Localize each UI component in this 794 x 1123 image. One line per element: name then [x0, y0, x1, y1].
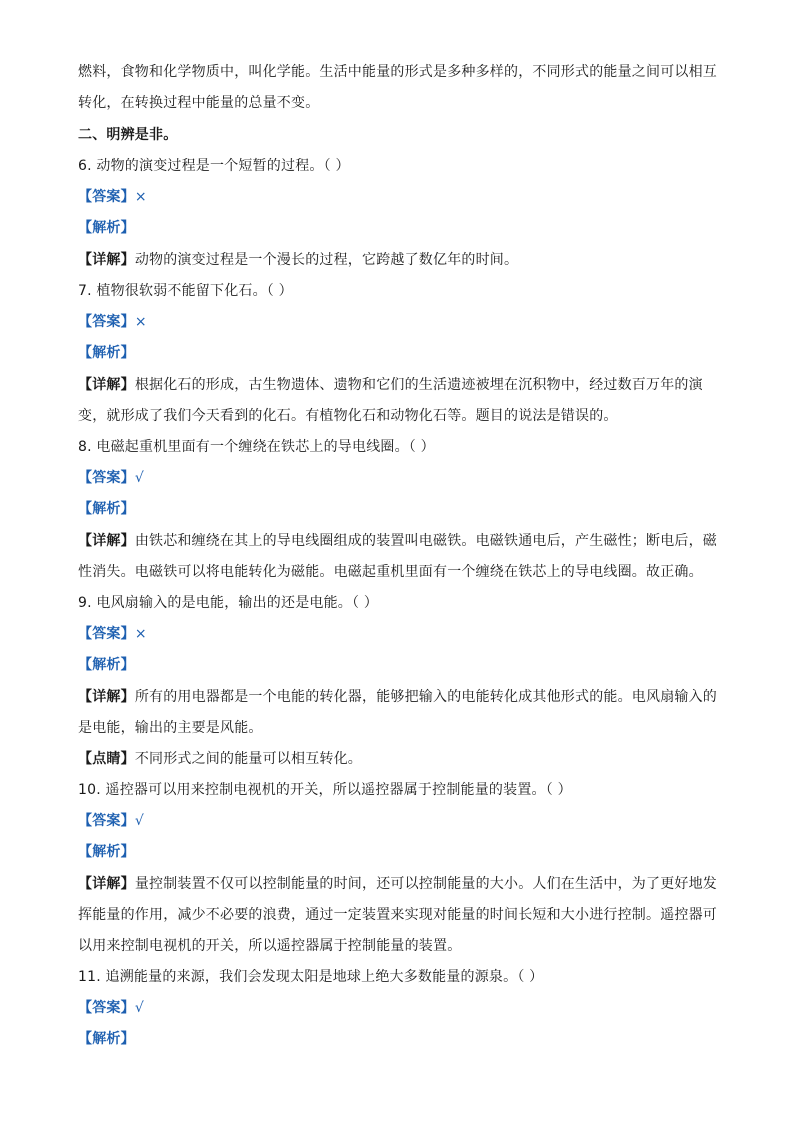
question-7: 7. 植物很软弱不能留下化石。（ ）	[78, 283, 293, 299]
analysis-label: 【解析】	[78, 345, 135, 361]
detail-8-cont: 性消失。电磁铁可以将电能转化为磁能。电磁起重机里面有一个缠绕在铁芯上的导电线圈。故正确。	[78, 564, 703, 580]
detail-label: 【详解】	[78, 533, 135, 549]
detail-text: 量控制装置不仅可以控制能量的时间，还可以控制能量的大小。人们在生活中，为了更好地发	[134, 876, 718, 892]
analysis-label: 【解析】	[78, 657, 135, 673]
detail-7-cont: 变，就形成了我们今天看到的化石。有植物化石和动物化石等。题目的说法是错误的。	[78, 408, 618, 424]
question-11: 11. 追溯能量的来源，我们会发现太阳是地球上绝大多数能量的源泉。（ ）	[78, 969, 544, 985]
section-heading: 二、明辨是非。	[78, 127, 178, 143]
answer-7	[78, 312, 718, 332]
detail-7	[78, 375, 718, 395]
detail-10-cont-2: 以用来控制电视机的开关，所以遥控器属于控制能量的装置。	[78, 938, 462, 954]
detail-label: 【详解】	[78, 876, 135, 892]
answer-mark: ×	[134, 189, 147, 205]
detail-label: 【详解】	[78, 252, 135, 268]
detail-9-cont: 是电能，输出的主要是风能。	[78, 720, 263, 736]
intro-line-2: 转化，在转换过程中能量的总量不变。	[78, 95, 320, 111]
detail-9	[78, 687, 718, 707]
detail-10	[78, 874, 718, 894]
analysis-label: 【解析】	[78, 844, 135, 860]
question-8: 8. 电磁起重机里面有一个缠绕在铁芯上的导电线圈。（ ）	[78, 439, 435, 455]
answer-10	[78, 811, 718, 831]
answer-8	[78, 468, 718, 488]
tip-label: 【点睛】	[78, 751, 135, 767]
answer-mark: √	[134, 470, 144, 486]
answer-mark: ×	[134, 314, 147, 330]
answer-6	[78, 187, 718, 207]
detail-text: 由铁芯和缠绕在其上的导电线圈组成的装置叫电磁铁。电磁铁通电后，产生磁性；断电后，磁	[134, 533, 718, 549]
detail-8	[78, 531, 718, 551]
answer-label: 【答案】	[78, 813, 135, 829]
detail-text: 所有的用电器都是一个电能的转化器，能够把输入的电能转化成其他形式的能。电风扇输入的	[134, 689, 718, 705]
answer-label: 【答案】	[78, 470, 135, 486]
analysis-label: 【解析】	[78, 1031, 135, 1047]
detail-text: 根据化石的形成，古生物遗体、遗物和它们的生活遗迹被埋在沉积物中，经过数百万年的演	[134, 377, 703, 393]
answer-label: 【答案】	[78, 626, 135, 642]
question-10: 10. 遥控器可以用来控制电视机的开关，所以遥控器属于控制能量的装置。（ ）	[78, 782, 572, 798]
question-6: 6. 动物的演变过程是一个短暂的过程。（ ）	[78, 158, 350, 174]
analysis-label: 【解析】	[78, 501, 135, 517]
answer-9	[78, 624, 718, 644]
analysis-label: 【解析】	[78, 220, 135, 236]
answer-11	[78, 998, 718, 1018]
answer-label: 【答案】	[78, 189, 135, 205]
detail-label: 【详解】	[78, 689, 135, 705]
answer-mark: ×	[134, 626, 147, 642]
detail-text: 动物的演变过程是一个漫长的过程，它跨越了数亿年的时间。	[134, 252, 519, 268]
detail-6	[78, 250, 718, 270]
tip-text: 不同形式之间的能量可以相互转化。	[134, 751, 363, 767]
intro-line-1: 燃料，食物和化学物质中，叫化学能。生活中能量的形式是多种多样的，不同形式的能量之间可以相互	[78, 64, 717, 80]
answer-mark: √	[134, 813, 144, 829]
question-9: 9. 电风扇输入的是电能，输出的还是电能。（ ）	[78, 595, 379, 611]
answer-mark: √	[134, 1000, 144, 1016]
tip-9	[78, 749, 718, 769]
detail-label: 【详解】	[78, 377, 135, 393]
detail-10-cont-1: 挥能量的作用，减少不必要的浪费，通过一定装置来实现对能量的时间长短和大小进行控制。遥控器可	[78, 907, 717, 923]
answer-label: 【答案】	[78, 314, 135, 330]
answer-label: 【答案】	[78, 1000, 135, 1016]
